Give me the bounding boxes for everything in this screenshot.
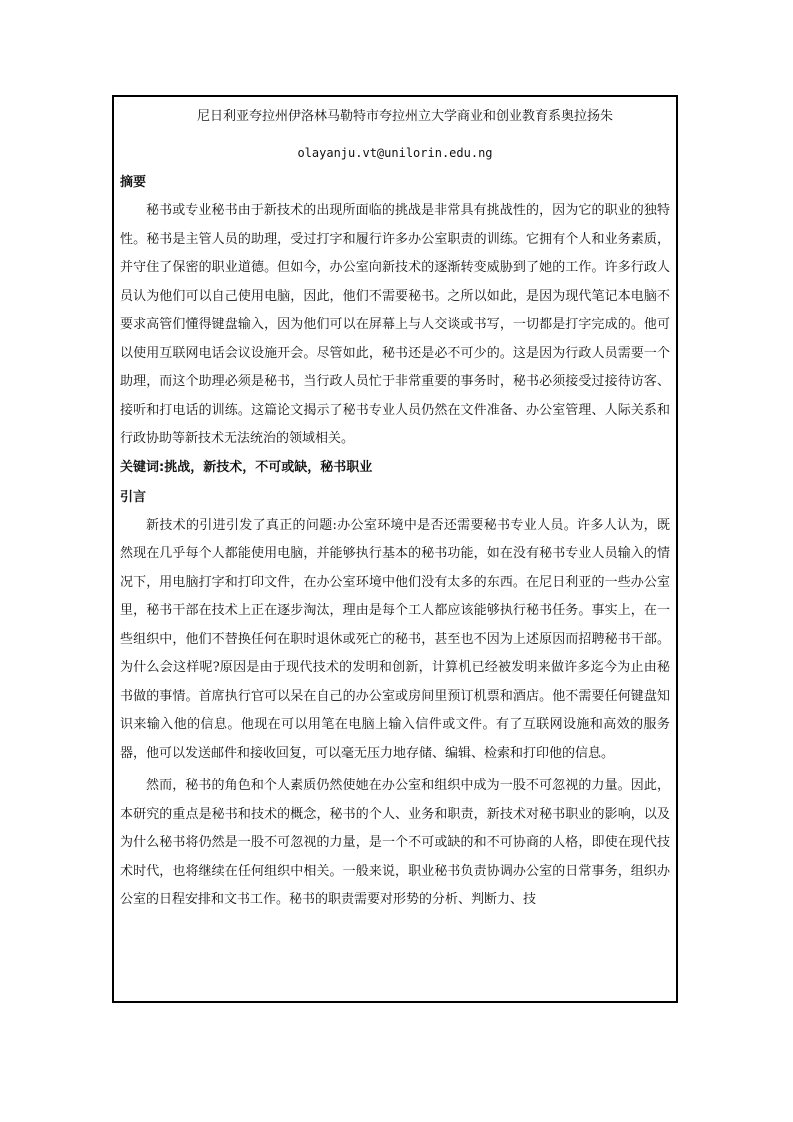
introduction-paragraph: 新技术的引进引发了真正的问题:办公室环境中是否还需要秘书专业人员。许多人认为，既然现在几乎每个人都能使用电脑，并能够执行基本的秘书功能，如在没有秘书专业人员输入的情况下，用电脑打字和打印文件，在办公室环境中他们没有太多的东西。在尼日利亚的一些办公室里，秘书干部在技术上正在逐步淘汰，理由是每个工人都应该能够执行秘书任务。事实上，在一些组织中，他们不替换任何在职时退休或死亡的秘书，甚至也不因为上述原因而招聘秘书干部。为什么会这样呢?原因是由于现代技术的发明和创新，计算机已经被发明来做许多迄今为止由秘书做的事情。首席执行官可以呆在自己的办公室或房间里预订机票和酒店。他不需要任何键盘知识来输入他的信息。他现在可以用笔在电脑上输入信件或文件。有了互联网设施和高效的服务器，他可以发送邮件和接收回复，可以毫无压力地存储、编辑、检索和打印他的信息。: [120, 517, 670, 761]
introduction-paragraph: 然而，秘书的角色和个人素质仍然使她在办公室和组织中成为一股不可忽视的力量。因此，本研究的重点是秘书和技术的概念，秘书的个人、业务和职责，新技术对秘书职业的影响，以及为什么秘书将仍然是一股不可忽视的力量，是一个不可或缺的和不可协商的人格，即使在现代技术时代，也将继续在任何组织中相关。一般来说，职业秘书负责协调办公室的日常事务，组织办公室的日程安排和文书工作。秘书的职责需要对形势的分析、判断力、技: [120, 778, 670, 907]
author-email: olayanju.vt@unilorin.edu.ng: [297, 146, 493, 160]
abstract-paragraph: 秘书或专业秘书由于新技术的出现所面临的挑战是非常具有挑战性的，因为它的职业的独特性。秘书是主管人员的助理，受过打字和履行许多办公室职责的训练。它拥有个人和业务素质，并守住了保密的职业道德。但如今，办公室向新技术的逐渐转变威胁到了她的工作。许多行政人员认为他们可以自己使用电脑，因此，他们不需要秘书。之所以如此，是因为现代笔记本电脑不要求高管们懂得键盘输入，因为他们可以在屏幕上与人交谈或书写，一切都是打字完成的。他可以使用互联网电话会议设施开会。尽管如此，秘书还是必不可少的。这是因为行政人员需要一个助理，而这个助理必须是秘书，当行政人员忙于非常重要的事务时，秘书必须接受过接待访客、接听和打电话的训练。这篇论文揭示了秘书专业人员仍然在文件准备、办公室管理、人际关系和行政协助等新技术无法统治的领域相关。: [120, 203, 670, 446]
abstract-heading: 摘要: [120, 175, 147, 190]
introduction-heading: 引言: [120, 489, 147, 505]
keywords-line: 关键词:挑战，新技术，不可或缺，秘书职业: [120, 459, 373, 475]
document-frame: [112, 95, 678, 1003]
author-affiliation: 尼日利亚夸拉州伊洛林马勒特市夸拉州立大学商业和创业教育系奥拉扬朱: [196, 109, 613, 124]
